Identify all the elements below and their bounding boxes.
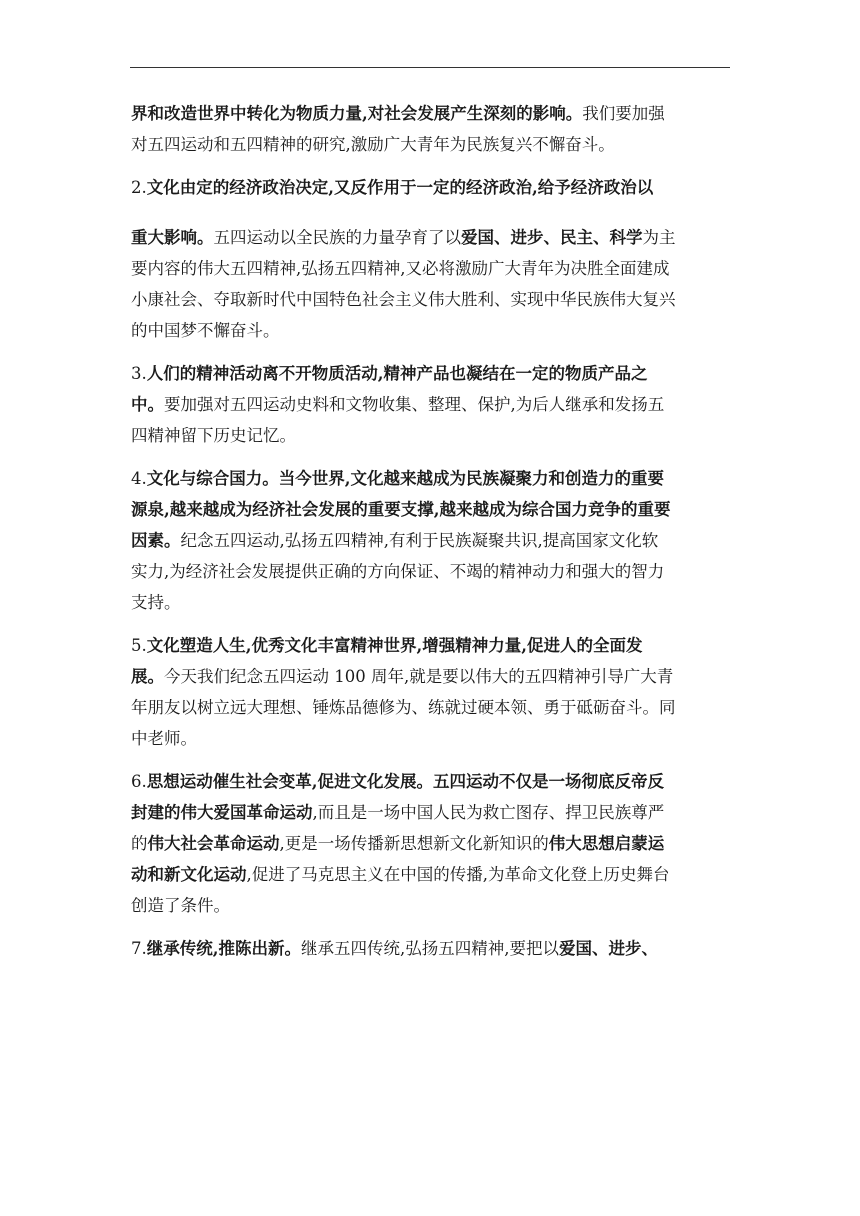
body-text: 7. xyxy=(131,939,147,958)
bold-text: 文化与综合国力。当今世界,文化越来越成为民族凝聚力和创造力的重要 xyxy=(146,469,664,488)
paragraph xyxy=(131,766,729,921)
text-line xyxy=(131,556,729,587)
text-line xyxy=(131,172,729,203)
body-text: 实力,为经济社会发展提供正确的方向保证、不竭的精神动力和强大的智力 xyxy=(131,562,665,581)
body-text: 小康社会、夺取新时代中国特色社会主义伟大胜利、实现中华民族伟大复兴 xyxy=(131,290,676,309)
bold-text: 爱国、进步、民主、科学 xyxy=(461,228,643,247)
text-line xyxy=(131,766,729,797)
bold-text: 爱国、进步、 xyxy=(559,939,658,958)
text-line xyxy=(131,797,729,828)
text-line xyxy=(131,525,729,556)
text-line xyxy=(131,389,729,420)
body-text: 要内容的伟大五四精神,弘扬五四精神,又必将激励广大青年为决胜全面建成 xyxy=(131,259,670,278)
body-text: 今天我们纪念五四运动 100 周年,就是要以伟大的五四精神引导广大青 xyxy=(164,667,674,686)
paragraph xyxy=(131,630,729,754)
text-line xyxy=(131,98,729,129)
bold-text: 展。 xyxy=(131,667,164,686)
text-line xyxy=(131,859,729,890)
body-text: 继承五四传统,弘扬五四精神,要把以 xyxy=(301,939,559,958)
text-line xyxy=(131,420,729,451)
bold-text: 源泉,越来越成为经济社会发展的重要支撑,越来越成为综合国力竞争的重要 xyxy=(131,500,671,519)
paragraph-spacer xyxy=(131,451,729,463)
body-text: 年朋友以树立远大理想、锤炼品德修为、练就过硬本领、勇于砥砺奋斗。同 xyxy=(131,698,676,717)
body-text: 4. xyxy=(131,469,147,488)
text-line xyxy=(131,661,729,692)
bold-text: 文化塑造人生,优秀文化丰富精神世界,增强精神力量,促进人的全面发 xyxy=(146,636,643,655)
paragraph-spacer xyxy=(131,754,729,766)
body-text: ,更是一场传播新思想新文化新知识的 xyxy=(279,834,549,853)
text-line xyxy=(131,723,729,754)
paragraph xyxy=(131,172,729,203)
paragraph-spacer xyxy=(131,203,729,222)
body-text: ,促进了马克思主义在中国的传播,为革命文化登上历史舞台 xyxy=(246,865,670,884)
text-line xyxy=(131,933,729,964)
text-line xyxy=(131,587,729,618)
bold-text: 文化由定的经济政治决定,又反作用于一定的经济政治,给予经济政治以 xyxy=(146,178,654,197)
text-line xyxy=(131,129,729,160)
bold-text: 人们的精神活动离不开物质活动,精神产品也凝结在一定的物质产品之 xyxy=(146,364,648,383)
paragraph xyxy=(131,933,729,964)
body-text: 5. xyxy=(131,636,147,655)
body-text: 创造了条件。 xyxy=(131,896,230,915)
body-text: 支持。 xyxy=(131,593,181,612)
bold-text: 继承传统,推陈出新。 xyxy=(146,939,301,958)
text-line xyxy=(131,284,729,315)
body-text: 四精神留下历史记忆。 xyxy=(131,426,296,445)
paragraph xyxy=(131,358,729,451)
body-text: 的 xyxy=(131,834,148,853)
bold-text: 因素。 xyxy=(131,531,181,550)
paragraph xyxy=(131,98,729,160)
body-text: 对五四运动和五四精神的研究,激励广大青年为民族复兴不懈奋斗。 xyxy=(131,135,615,154)
body-text: 的中国梦不懈奋斗。 xyxy=(131,321,280,340)
bold-text: 伟大社会革命运动 xyxy=(147,834,280,853)
body-text: 2. xyxy=(131,178,147,197)
text-line xyxy=(131,828,729,859)
bold-text: 思想运动催生社会变革,促进文化发展。五四运动不仅是一场彻底反帝反 xyxy=(146,772,664,791)
bold-text: 伟大思想启蒙运 xyxy=(548,834,665,853)
body-text: 纪念五四运动,弘扬五四精神,有利于民族凝聚共识,提高国家文化软 xyxy=(180,531,659,550)
document-body xyxy=(131,98,729,964)
body-text: ,而且是一场中国人民为救亡图存、捍卫民族尊严 xyxy=(312,803,665,822)
bold-text: 重大影响。 xyxy=(131,228,214,247)
bold-text: 动和新文化运动 xyxy=(131,865,247,884)
text-line xyxy=(131,494,729,525)
paragraph-spacer xyxy=(131,921,729,933)
text-line xyxy=(131,253,729,284)
paragraph-spacer xyxy=(131,346,729,358)
paragraph xyxy=(131,463,729,618)
paragraph-spacer xyxy=(131,618,729,630)
body-text: 要加强对五四运动史料和文物收集、整理、保护,为后人继承和发扬五 xyxy=(164,395,665,414)
body-text: 中老师。 xyxy=(131,729,197,748)
paragraph xyxy=(131,222,729,346)
bold-text: 中。 xyxy=(131,395,164,414)
text-line xyxy=(131,358,729,389)
body-text: 3. xyxy=(131,364,147,383)
bold-text: 界和改造世界中转化为物质力量,对社会发展产生深刻的影响。 xyxy=(131,104,583,123)
body-text: 五四运动以全民族的力量孕育了以 xyxy=(213,228,461,247)
text-line xyxy=(131,315,729,346)
paragraph-spacer xyxy=(131,160,729,172)
body-text: 为主 xyxy=(642,228,676,247)
body-text: 我们要加强 xyxy=(582,104,665,123)
text-line xyxy=(131,890,729,921)
text-line xyxy=(131,692,729,723)
text-line xyxy=(131,222,729,253)
header-rule xyxy=(130,67,730,68)
text-line xyxy=(131,463,729,494)
body-text: 6. xyxy=(131,772,147,791)
text-line xyxy=(131,630,729,661)
bold-text: 封建的伟大爱国革命运动 xyxy=(131,803,313,822)
